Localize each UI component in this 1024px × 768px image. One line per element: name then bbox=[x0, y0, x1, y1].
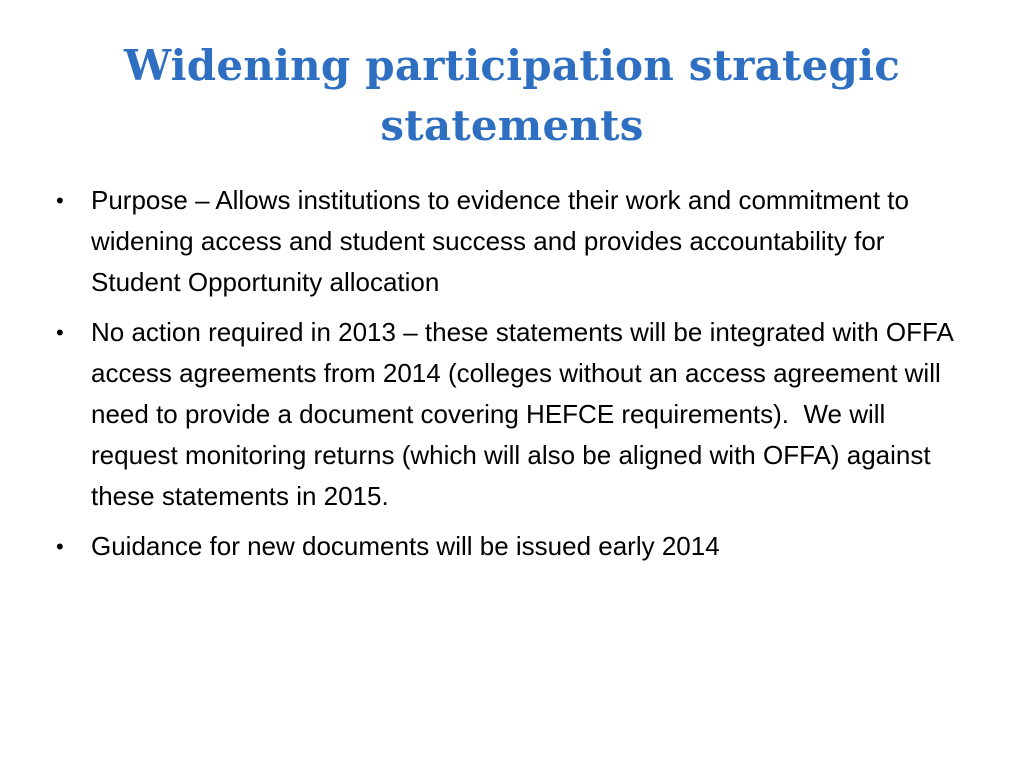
bullet-list bbox=[56, 180, 976, 576]
bullet-marker: • bbox=[56, 320, 64, 345]
bullet-text: Guidance for new documents will be issued early 2014 bbox=[91, 531, 720, 561]
bullet-item-guidance bbox=[56, 526, 976, 567]
bullet-marker: • bbox=[56, 188, 64, 213]
slide-title: Widening participation strategic statements bbox=[124, 41, 900, 150]
bullet-marker: • bbox=[56, 534, 64, 559]
bullet-item-purpose bbox=[56, 180, 976, 303]
bullet-item-no-action bbox=[56, 312, 976, 517]
bullet-text: Purpose – Allows institutions to evidence their work and commitment to widening access and student success and provides accountability for Student Opportunity allocation bbox=[91, 185, 917, 297]
bullet-text: No action required in 2013 – these statements will be integrated with OFFA access agreements from 2014 (colleges without an access agreement will need to provide a document covering HEFCE requirements). We will request monitoring returns (which will also be aligned with OFFA) against these statements in 2015. bbox=[91, 317, 960, 511]
